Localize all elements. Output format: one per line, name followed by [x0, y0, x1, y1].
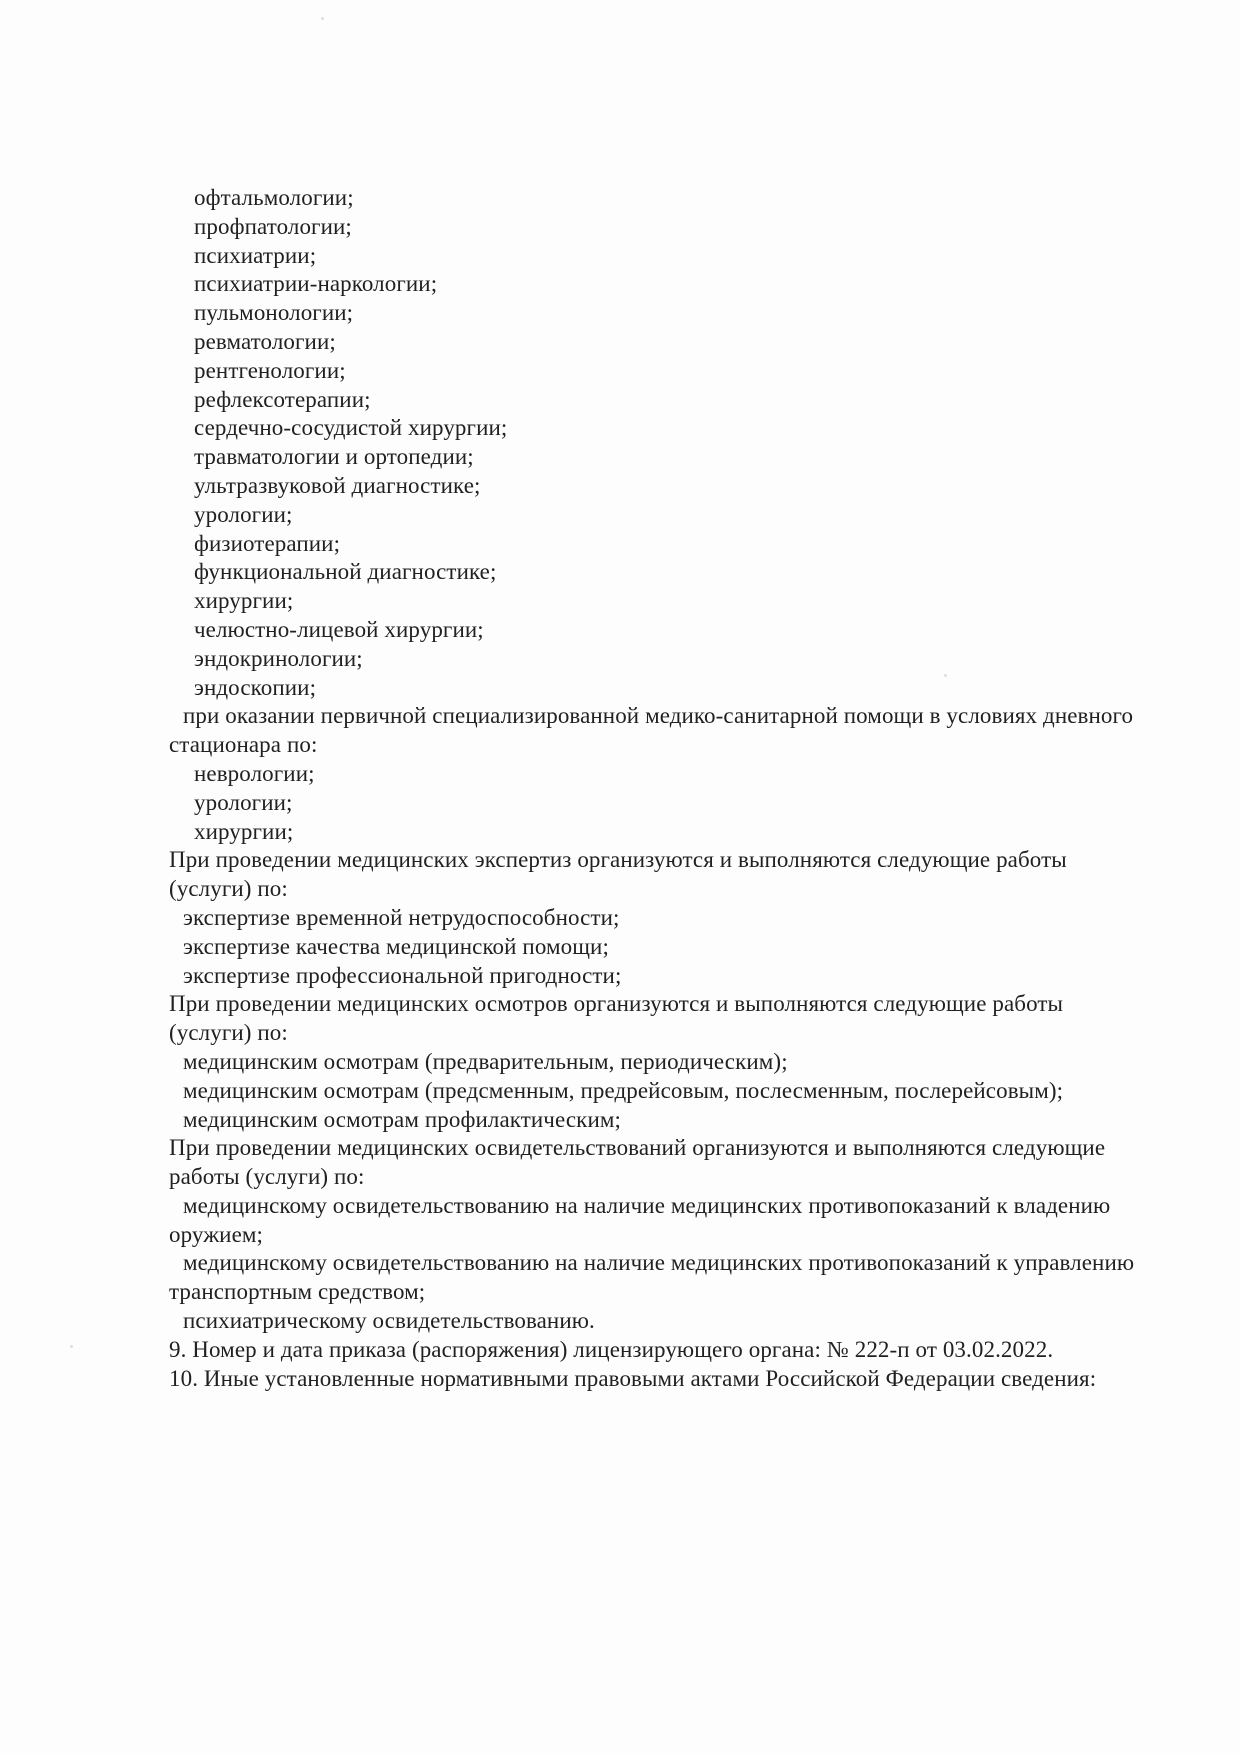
scan-speck [321, 17, 324, 20]
document-line [169, 1134, 1173, 1192]
document-body [169, 184, 1173, 1393]
document-line [169, 213, 1173, 242]
text-line: неврологии; [194, 760, 315, 786]
document-line [169, 1077, 1173, 1106]
document-line [169, 443, 1173, 472]
text-line: травматологии и ортопедии; [194, 444, 474, 470]
document-line [169, 299, 1173, 328]
text-line: оружием; [169, 1221, 264, 1247]
text-line: (услуги) по: [169, 1020, 288, 1046]
document-line [169, 472, 1173, 501]
text-line: При проведении медицинских осмотров организуются и выполняются следующие работы [169, 991, 1064, 1017]
text-line: медицинским осмотрам (предсменным, предрейсовым, послесменным, послерейсовым); [183, 1077, 1064, 1103]
text-line: функциональной диагностике; [194, 559, 497, 585]
document-line [169, 386, 1173, 415]
text-line: урологии; [194, 501, 293, 527]
document-line [169, 933, 1173, 962]
document-line [169, 357, 1173, 386]
text-line: урологии; [194, 789, 293, 815]
text-line: (услуги) по: [169, 876, 288, 902]
text-line: эндокринологии; [194, 645, 363, 671]
text-line: ревматологии; [194, 328, 336, 354]
document-line [169, 789, 1173, 818]
text-line: офтальмологии; [194, 185, 354, 210]
text-line: физиотерапии; [194, 530, 341, 556]
document-line [169, 702, 1173, 760]
document-line [169, 184, 1173, 213]
text-line: челюстно-лицевой хирургии; [194, 616, 484, 642]
clause-10 [169, 1365, 1173, 1394]
document-line [169, 414, 1173, 443]
text-line: психиатрическому освидетельствованию. [183, 1308, 595, 1334]
document-line [169, 587, 1173, 616]
document-line [169, 846, 1173, 904]
text-line: профпатологии; [194, 213, 352, 239]
text-line: медицинским осмотрам профилактическим; [183, 1106, 621, 1132]
document-line [169, 904, 1173, 933]
text-line: хирургии; [194, 818, 294, 844]
document-line [169, 674, 1173, 703]
document-line [169, 558, 1173, 587]
text-line: хирургии; [194, 588, 294, 614]
text-line: работы (услуги) по: [169, 1164, 365, 1190]
scan-speck [70, 1345, 73, 1348]
text-line: экспертизе профессиональной пригодности; [183, 962, 622, 988]
document-line [169, 1307, 1173, 1336]
text-line: экспертизе временной нетрудоспособности; [183, 904, 620, 930]
document-line [169, 616, 1173, 645]
document-line [169, 760, 1173, 789]
document-line [169, 1192, 1173, 1250]
document-line [169, 501, 1173, 530]
text-line: пульмонологии; [194, 300, 354, 326]
text-line: психиатрии-наркологии; [194, 271, 438, 297]
document-line [169, 962, 1173, 991]
document-line [169, 1249, 1173, 1307]
text-line: транспортным средством; [169, 1279, 426, 1305]
text-line: экспертизе качества медицинской помощи; [183, 933, 609, 959]
text-line: 10. Иные установленные нормативными правовыми актами Российской Федерации сведения: [169, 1365, 1097, 1391]
text-line: При проведении медицинских освидетельствований организуются и выполняются следующие [169, 1135, 1106, 1161]
text-line: рефлексотерапии; [194, 386, 371, 412]
document-line [169, 242, 1173, 271]
document-line [169, 1106, 1173, 1135]
text-line: медицинскому освидетельствованию на наличие медицинских противопоказаний к управлению [183, 1250, 1135, 1276]
document-line [169, 530, 1173, 559]
text-line: рентгенологии; [194, 357, 346, 383]
document-line [169, 645, 1173, 674]
text-line: ультразвуковой диагностике; [194, 472, 481, 498]
document-line [169, 328, 1173, 357]
text-line: медицинским осмотрам (предварительным, периодическим); [183, 1048, 788, 1074]
text-line: стационара по: [169, 732, 318, 758]
text-line: сердечно-сосудистой хирургии; [194, 415, 508, 441]
document-line [169, 990, 1173, 1048]
text-line: психиатрии; [194, 242, 317, 268]
document-line [169, 270, 1173, 299]
text-line: При проведении медицинских экспертиз организуются и выполняются следующие работы [169, 847, 1067, 873]
document-line [169, 1048, 1173, 1077]
clause-9 [169, 1336, 1173, 1365]
text-line: медицинскому освидетельствованию на наличие медицинских противопоказаний к владению [183, 1192, 1111, 1218]
document-line [169, 818, 1173, 847]
text-line: 9. Номер и дата приказа (распоряжения) лицензирующего органа: № 222-п от 03.02.2022. [169, 1336, 1054, 1362]
text-line: при оказании первичной специализированной медико-санитарной помощи в условиях дневного [183, 703, 1134, 729]
text-line: эндоскопии; [194, 674, 317, 700]
